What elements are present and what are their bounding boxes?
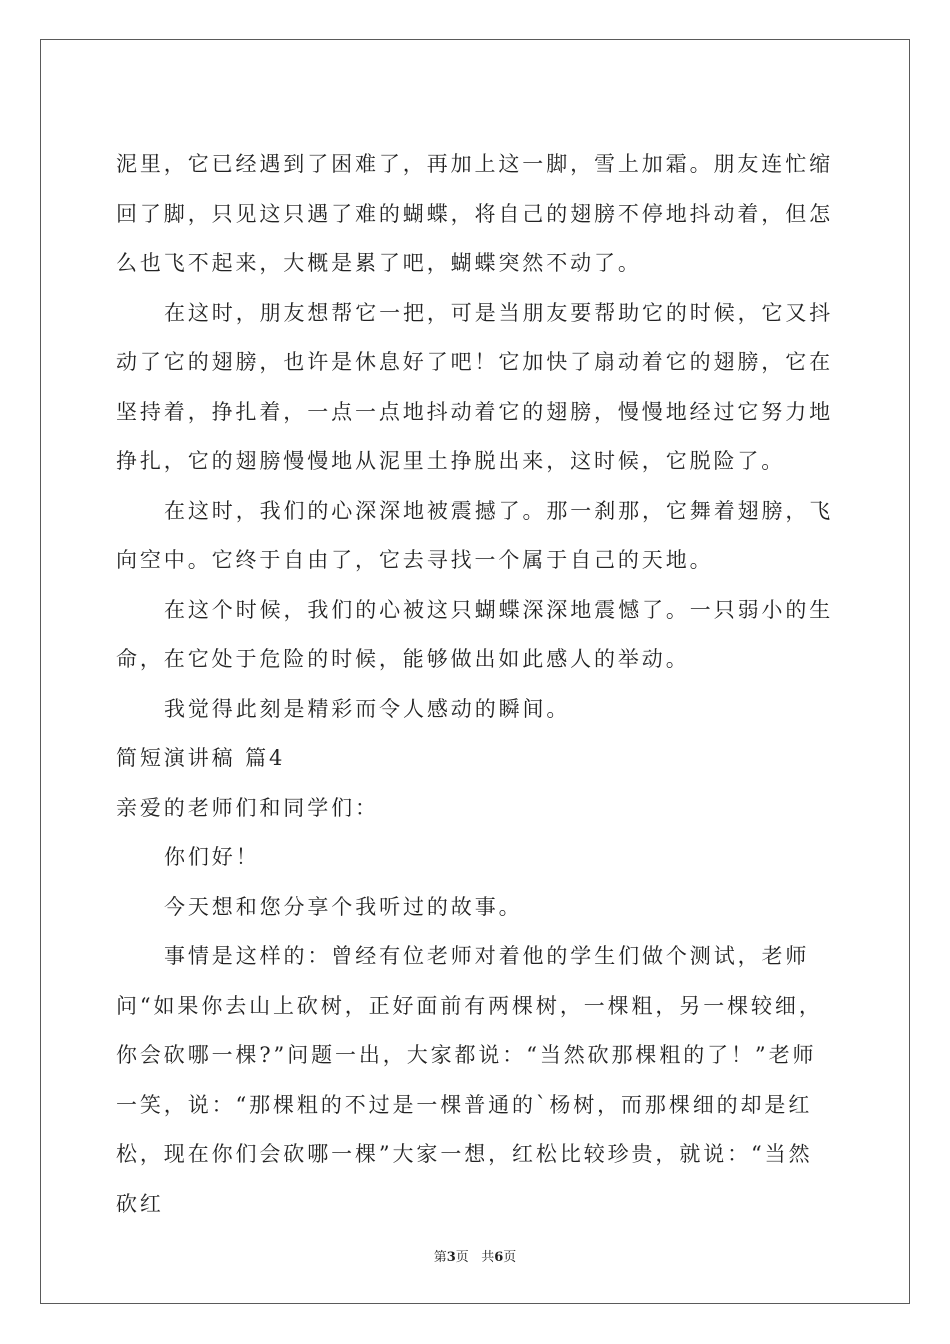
footer-suffix: 页 [503,1250,517,1265]
salutation: 亲爱的老师们和同学们： [116,795,379,820]
total-page-number: 6 [494,1250,504,1265]
paragraph: 在这时，我们的心深深地被震撼了。那一刹那，它舞着翅膀，飞向空中。它终于自由了，它去寻找一个属于自己的天地。 [116,498,834,572]
paragraph: 事情是这样的：曾经有位老师对着他的学生们做个测试，老师问“如果你去山上砍树，正好面前有两棵树，一棵粗，另一棵较细，你会砍哪一棵?”问题一出，大家都说：“当然砍那棵粗的了！”老师一笑，说：“那棵粗的不过是一棵普通的`杨树，而那棵细的却是红松，现在你们会砍哪一棵”大家一想，红松比较珍贵，就说：“当然砍红 [116,944,823,1216]
footer-mid: 页 共 [455,1250,495,1265]
section-heading: 简短演讲稿 篇4 [116,746,286,770]
paragraph: 在这个时候，我们的心被这只蝴蝶深深地震憾了。一只弱小的生命，在它处于危险的时候，能够做出如此感人的举动。 [116,597,834,671]
paragraph: 今天想和您分享个我听过的故事。 [164,894,523,919]
paragraph: 在这时，朋友想帮它一把，可是当朋友要帮助它的时候，它又抖动了它的翅膀，也许是休息好了吧！它加快了扇动着它的翅膀，它在坚持着，挣扎着，一点一点地抖动着它的翅膀，慢慢地经过它努力地挣扎，它的翅膀慢慢地从泥里土挣脱出来，这时候，它脱险了。 [116,300,834,473]
page-footer [41,1246,909,1265]
greeting: 你们好！ [164,845,260,869]
document-body [116,140,836,1229]
paragraph: 泥里，它已经遇到了困难了，再加上这一脚，雪上加霜。朋友连忙缩回了脚，只见这只遇了难的蝴蝶，将自己的翅膀不停地抖动着，但怎么也飞不起来，大概是累了吧，蝴蝶突然不动了。 [116,152,833,275]
document-page [40,39,910,1304]
current-page-number: 3 [446,1250,456,1265]
paragraph: 我觉得此刻是精彩而令人感动的瞬间。 [164,696,571,721]
footer-prefix: 第 [433,1250,447,1265]
